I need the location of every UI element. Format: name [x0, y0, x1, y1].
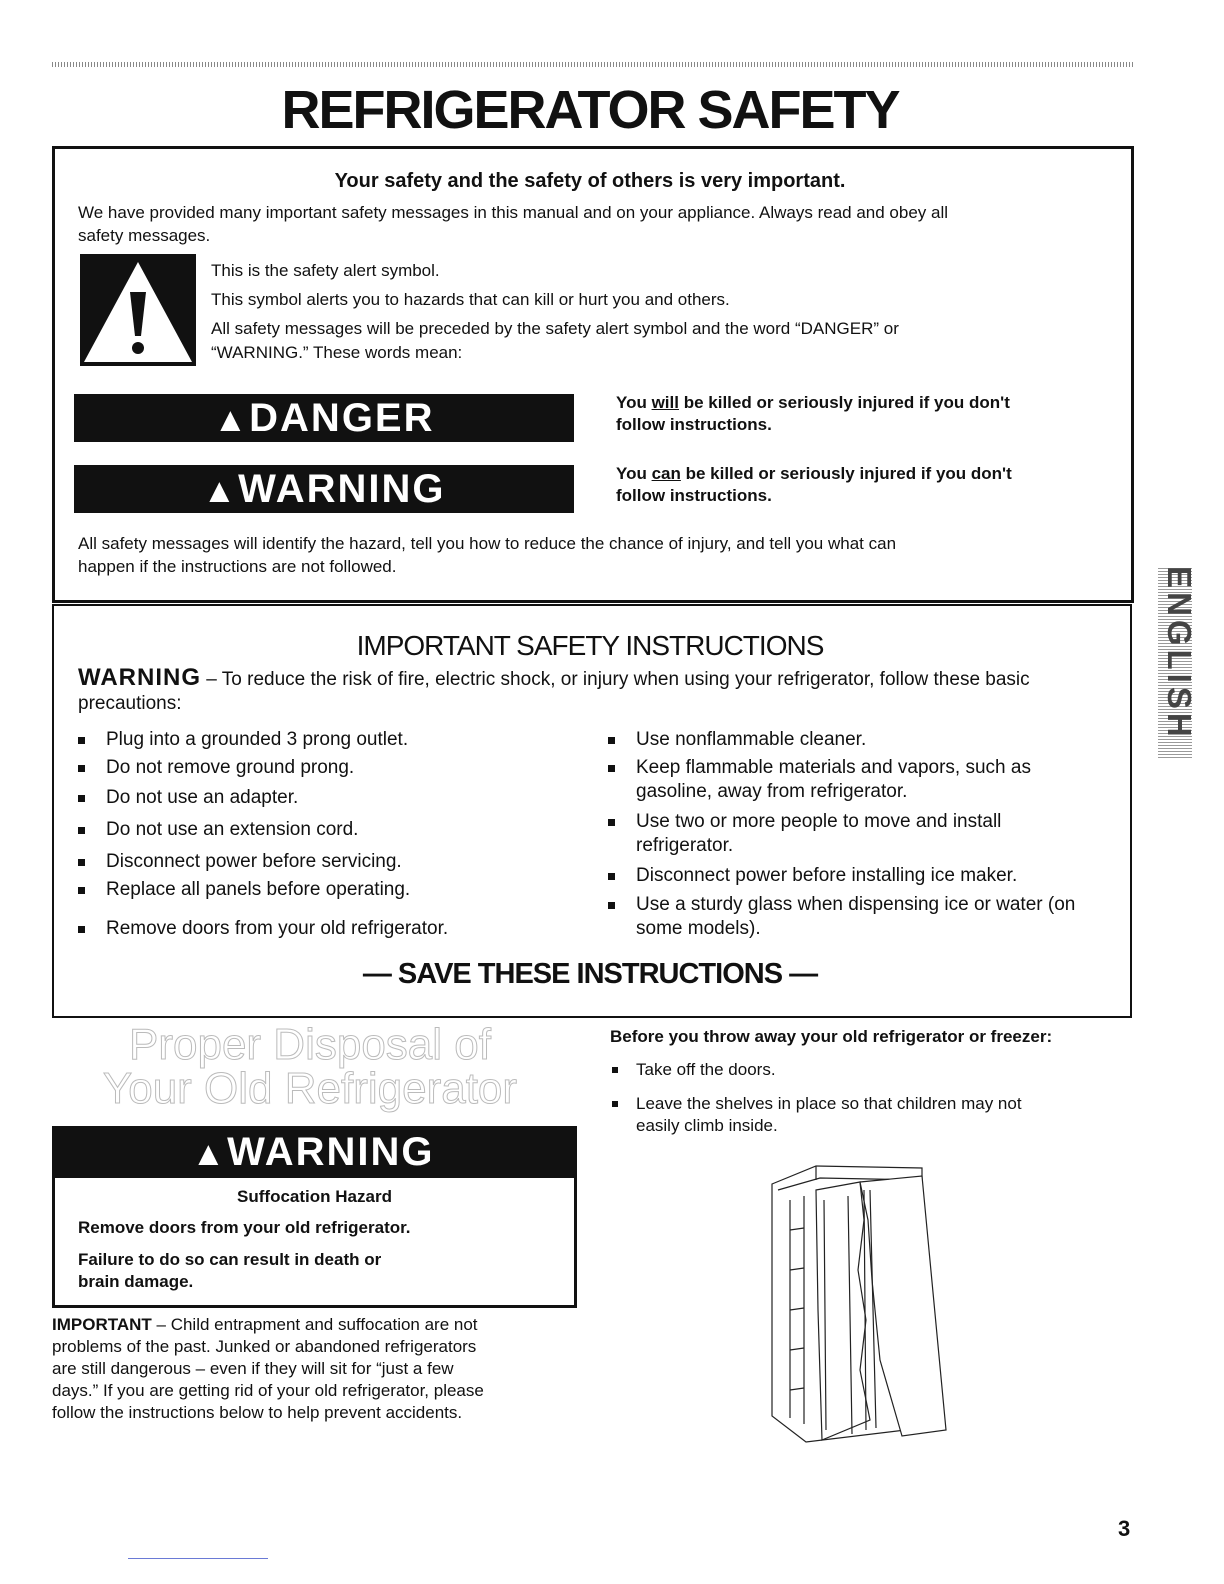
- danger-text-post: be killed or seriously injured if you don't: [678, 393, 1010, 412]
- language-side-tab: [1158, 566, 1198, 758]
- top-dotted-rule: [52, 62, 1134, 67]
- danger-banner: [74, 394, 574, 442]
- list-item: Use a sturdy glass when dispensing ice or water (on some models).: [636, 893, 1075, 941]
- list-item: Do not remove ground prong.: [106, 756, 354, 780]
- instructions-warning-text-2: precautions:: [78, 693, 182, 714]
- disposal-heading-line-2: Your Old Refrigerator: [102, 1064, 518, 1113]
- suffocation-hazard-title: Suffocation Hazard: [237, 1187, 392, 1206]
- list-item: Leave the shelves in place so that children may not easily climb inside.: [636, 1093, 1022, 1137]
- safety-alert-symbol-icon: [80, 254, 196, 366]
- list-item: Disconnect power before servicing.: [106, 850, 402, 874]
- disposal-heading-line-1: Proper Disposal of: [129, 1020, 491, 1069]
- warning-text-line-2: follow instructions.: [616, 486, 772, 505]
- list-item: Plug into a grounded 3 prong outlet.: [106, 728, 408, 752]
- language-tab-label: ENGLISH: [1161, 566, 1198, 741]
- footer-rule: [128, 1558, 268, 1559]
- danger-label: DANGER: [249, 396, 435, 440]
- symbol-line-3: All safety messages will be preceded by the safety alert symbol and the word “DANGER” or: [211, 319, 899, 338]
- suffocation-alert-icon: ▲: [191, 1135, 228, 1173]
- safety-outro-line-1: All safety messages will identify the hazard, tell you how to reduce the chance of injury, and tell you what can: [78, 534, 897, 553]
- safety-outro-line-2: happen if the instructions are not followed.: [78, 557, 397, 576]
- remove-doors-text: Remove doors from your old refrigerator.: [78, 1218, 411, 1237]
- page-title: REFRIGERATOR SAFETY: [281, 80, 899, 140]
- safety-intro-line-2: safety messages.: [78, 226, 211, 245]
- list-item: Use two or more people to move and install refrigerator.: [636, 810, 1001, 858]
- list-item: Do not use an adapter.: [106, 786, 298, 810]
- symbol-line-1: This is the safety alert symbol.: [211, 261, 440, 280]
- safety-intro-line-1: We have provided many important safety messages in this manual and on your appliance. Always read and obey all: [78, 203, 949, 222]
- instructions-warning: [78, 666, 1030, 692]
- danger-meaning: [616, 392, 1010, 436]
- list-item: Take off the doors.: [636, 1059, 776, 1081]
- page-number: 3: [1118, 1516, 1131, 1541]
- instructions-warning-word: WARNING: [78, 664, 201, 691]
- important-word: IMPORTANT: [52, 1315, 152, 1334]
- suffocation-warning-banner: [52, 1126, 574, 1178]
- symbol-line-4: “WARNING.” These words mean:: [211, 343, 463, 362]
- refrigerator-illustration: [760, 1160, 960, 1450]
- failure-text-line-1: Failure to do so can result in death or: [78, 1250, 382, 1269]
- list-item: Use nonflammable cleaner.: [636, 728, 866, 752]
- warning-key-word: can: [651, 464, 681, 483]
- danger-text-pre: You: [616, 393, 652, 412]
- list-item: Do not use an extension cord.: [106, 818, 358, 842]
- warning-text-pre: You: [616, 464, 652, 483]
- symbol-line-2: This symbol alerts you to hazards that can kill or hurt you and others.: [211, 290, 730, 309]
- important-paragraph: IMPORTANT – Child entrapment and suffocation are not problems of the past. Junked or abandoned refrigerators are still dangerous – even if they will sit for “just a few days.” If you are getting rid of your old refrigerator, please follow the instructions below to help prevent accidents.: [52, 1315, 484, 1422]
- list-item: Remove doors from your old refrigerator.: [106, 917, 448, 941]
- failure-text-line-2: brain damage.: [78, 1272, 194, 1291]
- list-item: Disconnect power before installing ice maker.: [636, 864, 1017, 888]
- instructions-heading: IMPORTANT SAFETY INSTRUCTIONS: [356, 630, 824, 661]
- suffocation-warning-label: WARNING: [227, 1130, 435, 1174]
- save-instructions: — SAVE THESE INSTRUCTIONS —: [362, 958, 818, 990]
- before-throw-away-heading: Before you throw away your old refrigerator or freezer:: [610, 1027, 1053, 1046]
- instructions-warning-text: – To reduce the risk of fire, electric shock, or injury when using your refrigerator, follow these basic: [201, 669, 1030, 690]
- warning-label: WARNING: [238, 467, 446, 511]
- list-item: Replace all panels before operating.: [106, 878, 410, 902]
- list-item: Keep flammable materials and vapors, such as gasoline, away from refrigerator.: [636, 756, 1031, 804]
- danger-alert-icon: ▲: [213, 401, 250, 439]
- warning-alert-icon: ▲: [202, 472, 239, 510]
- danger-key-word: will: [651, 393, 679, 412]
- warning-meaning: [616, 463, 1012, 507]
- danger-text-line-2: follow instructions.: [616, 415, 772, 434]
- safety-heading: Your safety and the safety of others is very important.: [334, 170, 846, 192]
- warning-text-post: be killed or seriously injured if you don't: [680, 464, 1012, 483]
- warning-banner: [74, 465, 574, 513]
